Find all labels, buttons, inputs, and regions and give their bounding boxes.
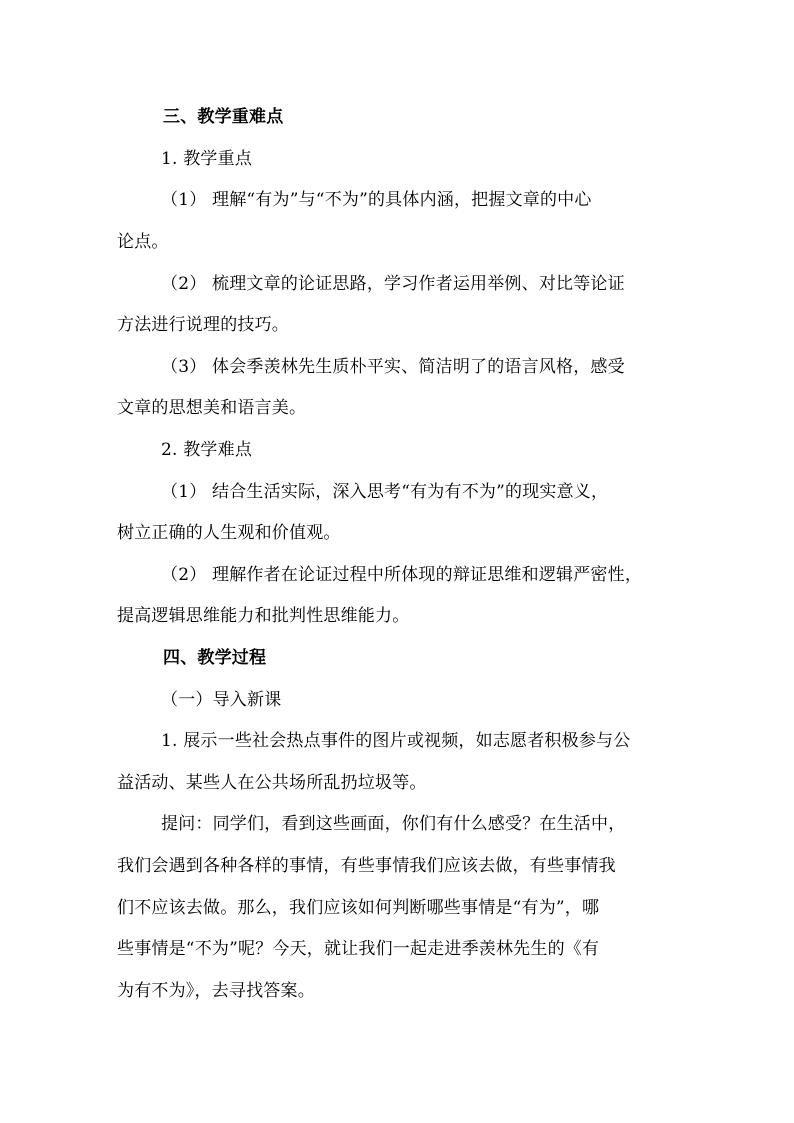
subheading-introduction: （一）导入新课	[161, 690, 282, 710]
focus-item-1-line-1: （1） 理解“有为”与“不为”的具体内涵，把握文章的中心	[161, 190, 592, 210]
difficulty-item-1-line-2: 树立正确的人生观和价值观。	[117, 523, 341, 543]
focus-item-2-line-2: 方法进行说理的技巧。	[117, 315, 289, 335]
focus-item-1-line-2: 论点。	[117, 232, 169, 252]
step-1-line-2: 益活动、某些人在公共场所乱扔垃圾等。	[117, 773, 427, 793]
question-line-2: 我们会遇到各种各样的事情，有些事情我们应该去做，有些事情我	[117, 856, 616, 876]
subheading-teaching-difficulties: 2. 教学难点	[161, 440, 253, 460]
subheading-teaching-focus: 1. 教学重点	[161, 149, 253, 169]
question-line-4: 些事情是“不为”呢？今天，就让我们一起走进季羡林先生的《有	[117, 939, 600, 959]
question-line-3: 们不应该去做。那么，我们应该如何判断哪些事情是“有为”，哪	[117, 898, 600, 918]
step-1-line-1: 1. 展示一些社会热点事件的图片或视频，如志愿者积极参与公	[161, 731, 631, 751]
focus-item-2-line-1: （2） 梳理文章的论证思路，学习作者运用举例、对比等论证	[161, 274, 625, 294]
question-line-5: 为有不为》，去寻找答案。	[117, 981, 315, 1001]
difficulty-item-2-line-2: 提高逻辑思维能力和批判性思维能力。	[117, 606, 410, 626]
focus-item-3-line-2: 文章的思想美和语言美。	[117, 398, 307, 418]
difficulty-item-2-line-1: （2） 理解作者在论证过程中所体现的辩证思维和逻辑严密性，	[161, 565, 643, 585]
section-heading-teaching-process: 四、教学过程	[163, 648, 267, 668]
focus-item-3-line-1: （3） 体会季羡林先生质朴平实、简洁明了的语言风格，感受	[161, 357, 625, 377]
section-heading-key-points: 三、教学重难点	[163, 107, 284, 127]
question-line-1: 提问：同学们，看到这些画面，你们有什么感受？在生活中，	[161, 814, 626, 834]
difficulty-item-1-line-1: （1） 结合生活实际，深入思考“有为有不为”的现实意义，	[161, 482, 609, 502]
